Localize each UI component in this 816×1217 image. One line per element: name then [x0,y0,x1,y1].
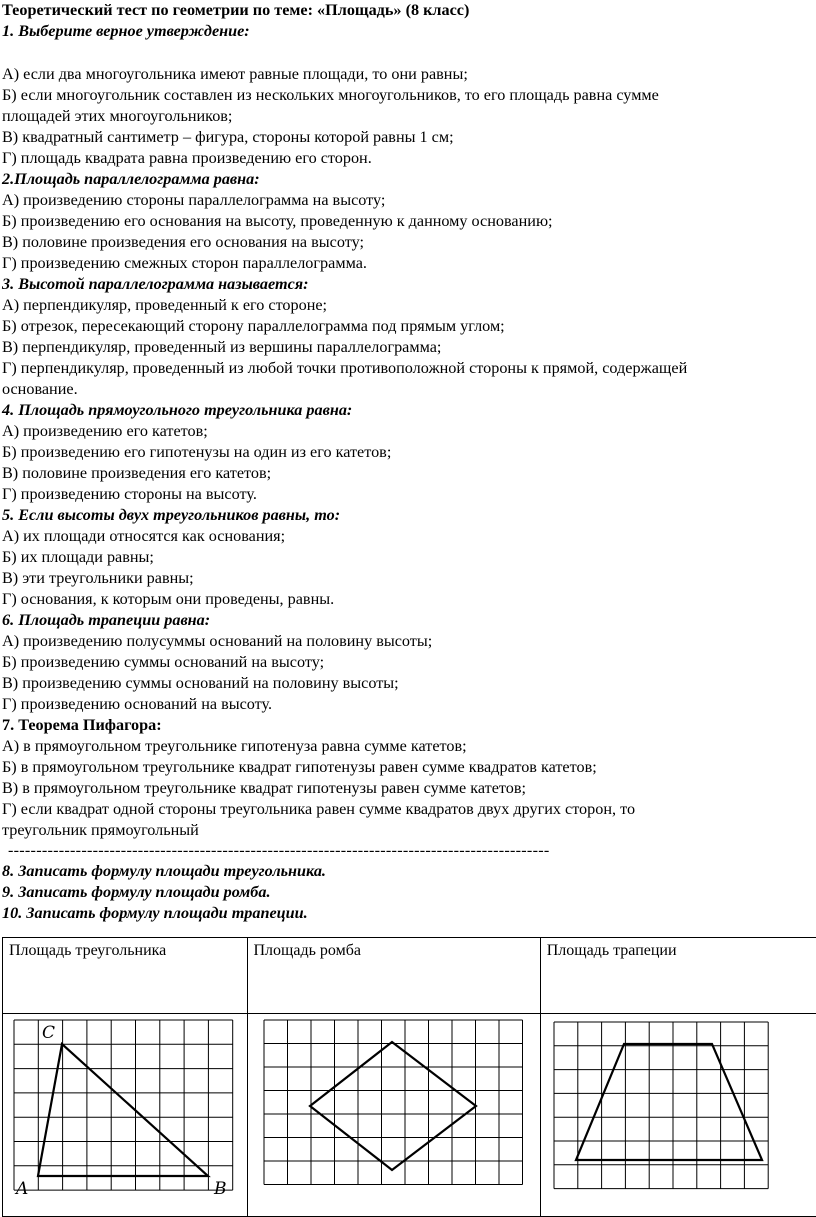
q5-option-b: Б) их площади равны; [2,548,154,566]
question-2: 2.Площадь параллелограмма равна: [2,170,260,188]
q3-option-a: А) перпендикуляр, проведенный к его стороне; [2,296,328,314]
q2-option-c: В) половине произведения его основания на высоту; [2,233,364,251]
grid-lines [554,1022,768,1189]
q6-option-c: В) произведению суммы оснований на половину высоты; [2,674,399,692]
q1-option-a: А) если два многоугольника имеют равные площади, то они равны; [2,65,468,83]
question-10: 10. Записать формулу площади трапеции. [2,904,308,922]
grid-lines [264,1020,523,1185]
q4-option-b: Б) произведению его гипотенузы на один из его катетов; [2,443,392,461]
q3-option-c: В) перпендикуляр, проведенный из вершины параллелограмма; [2,338,442,356]
question-7: 7. Теорема Пифагора: [2,716,162,734]
q7-option-d-cont: треугольник прямоугольный [2,821,199,839]
worksheet-title: Теоретический тест по геометрии по теме: «Площадь» (8 класс) [2,1,470,19]
q3-option-d-cont: основание. [2,380,78,398]
q7-option-d: Г) если квадрат одной стороны треугольника равен сумме квадратов двух других сторон, то [2,800,636,818]
q1-option-b-cont: площадей этих многоугольников; [2,107,233,125]
cell-trapezoid-header: Площадь трапеции [540,938,816,1014]
cell-rhombus-header: Площадь ромба [247,938,540,1014]
question-1: 1. Выберите верное утверждение: [2,22,250,40]
question-6: 6. Площадь трапеции равна: [2,611,211,629]
q6-option-b: Б) произведению суммы оснований на высоту; [2,653,325,671]
q3-option-d: Г) перпендикуляр, проведенный из любой точки противоположной стороны к прямой, содержащей [2,359,688,377]
separator-line: ------------------------------------------------------------------------------------------------ [8,841,550,859]
question-9: 9. Записать формулу площади ромба. [2,883,271,901]
q4-option-a: А) произведению его катетов; [2,422,208,440]
grid-lines [14,1020,233,1190]
q6-option-a: А) произведению полусуммы оснований на половину высоты; [2,632,433,650]
question-4: 4. Площадь прямоугольного треугольника равна: [2,401,353,419]
q4-option-c: В) половине произведения его катетов; [2,464,272,482]
vertex-label-c: C [42,1023,56,1043]
q2-option-a: А) произведению стороны параллелограмма на высоту; [2,191,386,209]
q7-option-a: А) в прямоугольном треугольнике гипотенуза равна сумме катетов; [2,737,467,755]
question-3: 3. Высотой параллелограмма называется: [2,275,309,293]
q5-option-c: В) эти треугольники равны; [2,569,194,587]
q1-option-b: Б) если многоугольник составлен из нескольких многоугольников, то его площадь равна сумме [2,86,659,104]
q3-option-b: Б) отрезок, пересекающий сторону параллелограмма под прямым углом; [2,317,505,335]
question-8: 8. Записать формулу площади треугольника. [2,862,326,880]
q7-option-b: Б) в прямоугольном треугольнике квадрат гипотенузы равен сумме квадратов катетов; [2,758,597,776]
q2-option-d: Г) произведению смежных сторон параллелограмма. [2,254,367,272]
q7-option-c: В) в прямоугольном треугольнике квадрат гипотенузы равен сумме катетов; [2,779,526,797]
cell-triangle-header: Площадь треугольника [3,938,248,1014]
question-5: 5. Если высоты двух треугольников равны, то: [2,506,341,524]
q1-option-c: В) квадратный сантиметр – фигура, стороны которой равны 1 см; [2,128,454,146]
rhombus-grid-figure [262,1018,526,1198]
q1-option-d: Г) площадь квадрата равна произведению его сторон. [2,149,372,167]
q6-option-d: Г) произведению оснований на высоту. [2,695,273,713]
triangle-abc [38,1044,208,1176]
trapezoid-grid-figure [552,1020,782,1200]
vertex-label-b: B [214,1179,227,1196]
q2-option-b: Б) произведению его основания на высоту, проведенную к данному основанию; [2,212,553,230]
q4-option-d: Г) произведению стороны на высоту. [2,485,257,503]
q5-option-a: А) их площади относятся как основания; [2,527,286,545]
q5-option-d: Г) основания, к которым они проведены, равны. [2,590,335,608]
trapezoid [576,1044,762,1160]
triangle-grid-figure [12,1018,240,1196]
vertex-label-a: A [16,1179,29,1196]
